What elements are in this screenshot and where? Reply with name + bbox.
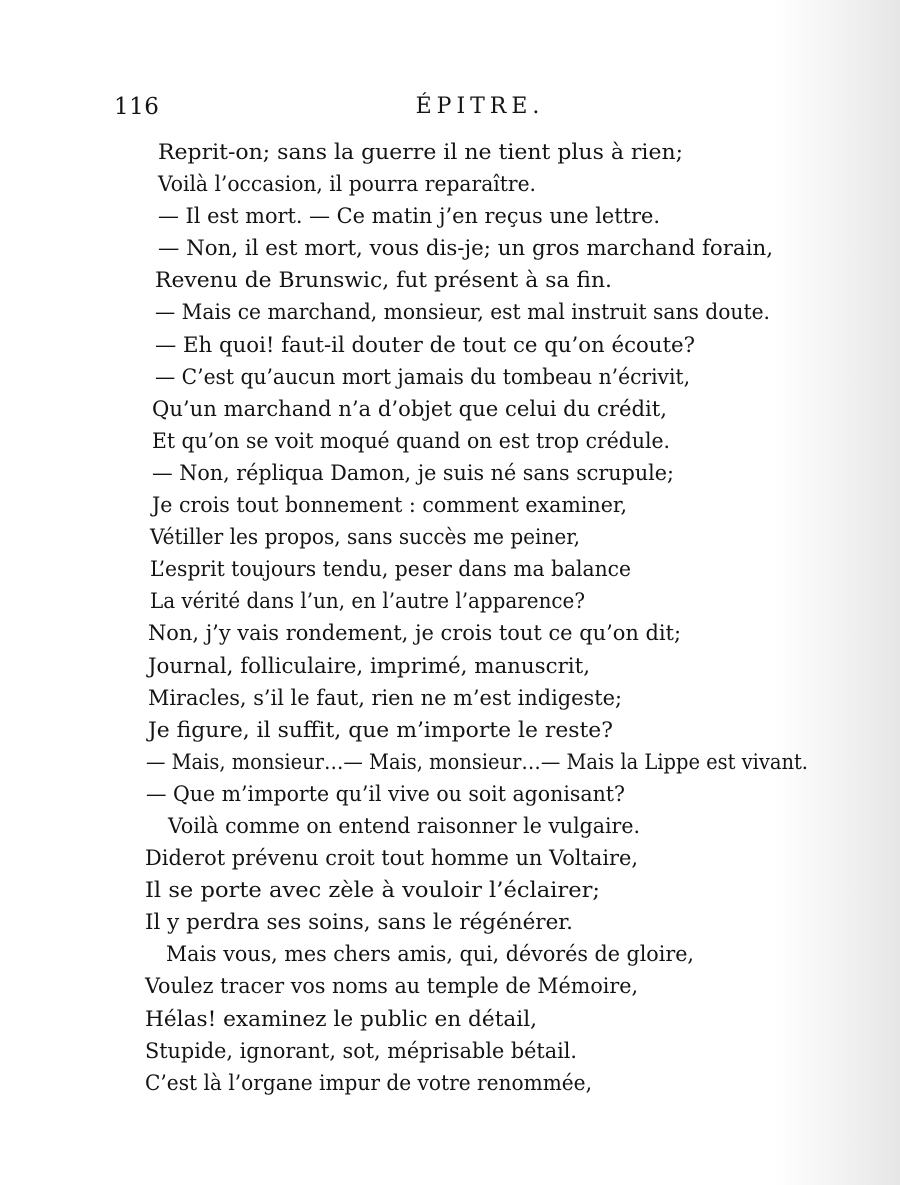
- verse-line: [0, 457, 900, 489]
- verse-text: — C’est qu’aucun mort jamais du tombeau n’écrivit,: [155, 364, 691, 389]
- verse-text: Reprit-on; sans la guerre il ne tient plus à rien;: [158, 140, 684, 164]
- verse-text: Revenu de Brunswic, fut présent à sa fin.: [155, 268, 612, 293]
- running-title: ÉPITRE.: [415, 94, 545, 119]
- verse-text: — Que m’importe qu’il vive ou soit agonisant?: [146, 781, 625, 806]
- verse-line: [0, 168, 900, 200]
- verse-line: [0, 1035, 900, 1067]
- verse-text: Miracles, s’il le faut, rien ne m’est indigeste;: [148, 685, 623, 710]
- verse-line: [0, 906, 900, 938]
- verse-line: [0, 329, 900, 361]
- verse-line: [0, 521, 900, 553]
- verse-line: [0, 264, 900, 296]
- verse-line: [0, 938, 900, 970]
- verse-line: [0, 778, 900, 810]
- verse-line: [0, 489, 900, 521]
- verse-line: [0, 842, 900, 874]
- running-head: [0, 94, 900, 128]
- verse-text: Mais vous, mes chers amis, qui, dévorés de gloire,: [166, 942, 694, 967]
- verse-line: [0, 136, 900, 168]
- verse-line: [0, 650, 900, 682]
- verse-line: [0, 714, 900, 746]
- verse-line: [0, 585, 900, 617]
- verse-text: L’esprit toujours tendu, peser dans ma balance: [150, 557, 632, 582]
- verse-text: Voulez tracer vos noms au temple de Mémoire,: [145, 974, 639, 999]
- verse-text: Vétiller les propos, sans succès me peiner,: [150, 525, 581, 550]
- verse-text: — Non, répliqua Damon, je suis né sans scrupule;: [152, 460, 674, 485]
- verse-text: — Mais ce marchand, monsieur, est mal instruit sans doute.: [155, 300, 770, 325]
- verse-line: [0, 746, 900, 778]
- verse-line: [0, 682, 900, 714]
- verse-text: La vérité dans l’un, en l’autre l’apparence?: [150, 589, 586, 614]
- verse-text: Journal, folliculaire, imprimé, manuscrit,: [148, 653, 590, 678]
- verse-block: [0, 136, 900, 1099]
- verse-text: — Il est mort. — Ce matin j’en reçus une lettre.: [158, 204, 661, 229]
- verse-text: Il y perdra ses soins, sans le régénérer.: [145, 910, 574, 935]
- verse-text: Qu’un marchand n’a d’objet que celui du crédit,: [152, 396, 667, 421]
- verse-line: [0, 232, 900, 264]
- verse-text: Stupide, ignorant, sot, méprisable bétail.: [145, 1038, 577, 1063]
- verse-line: [0, 617, 900, 649]
- verse-text: Hélas! examinez le public en détail,: [145, 1006, 537, 1031]
- verse-line: [0, 553, 900, 585]
- verse-text: Diderot prévenu croit tout homme un Voltaire,: [145, 846, 639, 871]
- verse-text: Voilà comme on entend raisonner le vulgaire.: [168, 813, 640, 838]
- verse-text: Je crois tout bonnement : comment examiner,: [152, 493, 627, 518]
- verse-text: Je figure, il suffit, que m’importe le reste?: [148, 717, 613, 742]
- verse-line: [0, 1003, 900, 1035]
- verse-line: [0, 810, 900, 842]
- verse-line: [0, 970, 900, 1002]
- verse-line: [0, 874, 900, 906]
- verse-text: Voilà l’occasion, il pourra reparaître.: [158, 172, 537, 197]
- verse-text: Et qu’on se voit moqué quand on est trop crédule.: [152, 428, 670, 453]
- verse-line: [0, 1067, 900, 1099]
- verse-line: [0, 361, 900, 393]
- verse-text: Non, j’y vais rondement, je crois tout ce qu’on dit;: [148, 621, 682, 646]
- verse-line: [0, 425, 900, 457]
- page-number: 116: [114, 94, 160, 120]
- verse-text: — Non, il est mort, vous dis-je; un gros marchand forain,: [158, 236, 773, 261]
- verse-line: [0, 393, 900, 425]
- verse-text: — Eh quoi! faut-il douter de tout ce qu’on écoute?: [155, 332, 696, 357]
- verse-text: C’est là l’organe impur de votre renommée,: [145, 1070, 592, 1095]
- verse-line: [0, 296, 900, 328]
- verse-text: — Mais, monsieur…— Mais, monsieur…— Mais la Lippe est vivant.: [146, 749, 808, 774]
- verse-line: [0, 200, 900, 232]
- verse-text: Il se porte avec zèle à vouloir l’éclairer;: [145, 878, 600, 903]
